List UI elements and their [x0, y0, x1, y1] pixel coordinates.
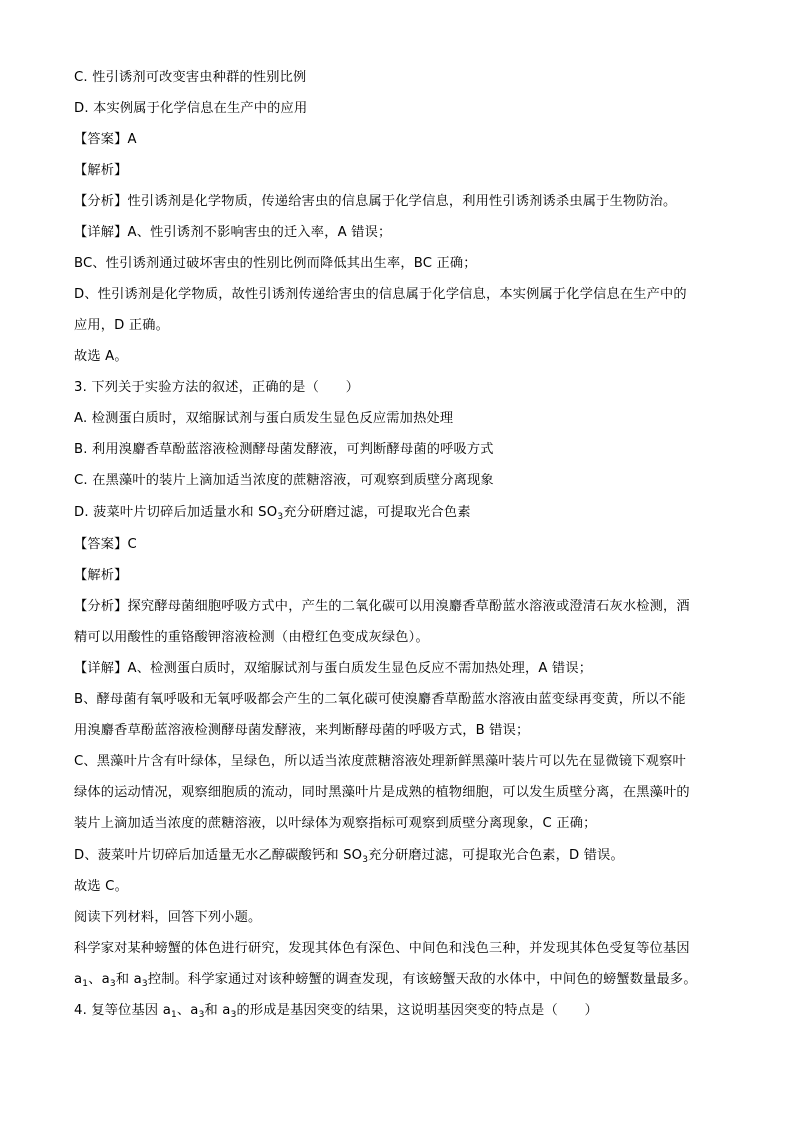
material-instruction: 阅读下列材料，回答下列小题。: [74, 910, 262, 925]
conclusion-text: 故选 C。: [74, 879, 128, 894]
analysis-text: 精可以用酸性的重铬酸钾溶液检测（由橙红色变成灰绿色）。: [74, 630, 429, 645]
conclusion-text: 故选 A。: [74, 349, 128, 364]
analysis-text: 【分析】性引诱剂是化学物质，传递给害虫的信息属于化学信息，利用性引诱剂诱杀虫属于生物防治。: [74, 194, 677, 209]
detail-text: 应用，D 正确。: [74, 318, 170, 333]
answer-label: 【答案】C: [74, 537, 137, 552]
detail-part: D、菠菜叶片切碎后加适量无水乙醇碳酸钙和 SO: [74, 848, 363, 863]
analysis-text: 【分析】探究酵母菌细胞呼吸方式中，产生的二氧化碳可以用溴麝香草酚蓝水溶液或澄清石灰水检测，酒: [74, 599, 690, 614]
question-4-stem: [74, 1001, 734, 1021]
detail-text: C、黑藻叶片含有叶绿体，呈绿色，所以适当浓度蔗糖溶液处理新鲜黑藻叶装片可以先在显微镜下观察叶: [74, 754, 686, 769]
subscript: 3: [198, 1010, 205, 1020]
text-part: 控制。科学家通过对该种螃蟹的调查发现，有该螃蟹天敌的水体中，中间色的螃蟹数量最多。: [147, 972, 697, 987]
option-d-part: 充分研磨过滤，可提取光合色素: [283, 505, 471, 520]
text-part: 的形成是基因突变的结果，这说明基因突变的特点是（ ）: [236, 1003, 598, 1018]
text-part: 和 a: [115, 972, 142, 987]
detail-text: B、酵母菌有氧呼吸和无氧呼吸都会产生的二氧化碳可使溴麝香草酚蓝水溶液由蓝变绿再变黄，所以不能: [74, 692, 686, 707]
subscript: 1: [82, 979, 89, 989]
subscript: 3: [230, 1010, 237, 1020]
detail-text: 用溴麝香草酚蓝溶液检测酵母菌发酵液，来判断酵母菌的呼吸方式，B 错误；: [74, 723, 530, 738]
material-text: 科学家对某种螃蟹的体色进行研究，发现其体色有深色、中间色和浅色三种，并发现其体色受复等位基因: [74, 941, 690, 956]
detail-text: 【详解】A、性引诱剂不影响害虫的迁入率，A 错误；: [74, 225, 392, 240]
text-part: 、a: [176, 1003, 199, 1018]
option-d-text: D. 本实例属于化学信息在生产中的应用: [74, 101, 308, 116]
detail-text: 【详解】A、检测蛋白质时，双缩脲试剂与蛋白质发生显色反应不需加热处理，A 错误；: [74, 661, 593, 676]
detail-text: D、性引诱剂是化学物质，故性引诱剂传递给害虫的信息属于化学信息，本实例属于化学信息在生产中的: [74, 287, 687, 302]
subscript: 3: [362, 855, 369, 865]
subscript: 1: [170, 1010, 177, 1020]
question-3-option-b: B. 利用溴麝香草酚蓝溶液检测酵母菌发酵液，可判断酵母菌的呼吸方式: [74, 442, 494, 457]
question-3-option-d: [74, 503, 734, 523]
text-part: a: [74, 972, 83, 987]
detail-text: 绿体的运动情况，观察细胞质的流动，同时黑藻叶片是成熟的植物细胞，可以发生质壁分离，在黑藻叶的: [74, 785, 690, 800]
analysis-heading: 【解析】: [74, 163, 128, 178]
analysis-heading: 【解析】: [74, 568, 128, 583]
answer-label: 【答案】A: [74, 132, 137, 147]
detail-text: [74, 846, 734, 866]
material-text: [74, 970, 734, 990]
detail-part: 充分研磨过滤，可提取光合色素，D 错误。: [368, 848, 624, 863]
question-3-option-a: A. 检测蛋白质时，双缩脲试剂与蛋白质发生显色反应需加热处理: [74, 411, 454, 426]
question-3-stem: 3. 下列关于实验方法的叙述，正确的是（ ）: [74, 380, 360, 395]
text-part: 4. 复等位基因 a: [74, 1003, 171, 1018]
text-part: 、a: [88, 972, 110, 987]
text-part: 和 a: [204, 1003, 231, 1018]
subscript: 3: [277, 512, 284, 522]
subscript: 3: [141, 979, 148, 989]
option-c-text: C. 性引诱剂可改变害虫种群的性别比例: [74, 70, 307, 85]
question-3-option-c: C. 在黑藻叶的装片上滴加适当浓度的蔗糖溶液，可观察到质壁分离现象: [74, 473, 494, 488]
option-d-part: D. 菠菜叶片切碎后加适量水和 SO: [74, 505, 278, 520]
subscript: 3: [109, 979, 116, 989]
detail-text: BC、性引诱剂通过破坏害虫的性别比例而降低其出生率，BC 正确；: [74, 256, 477, 271]
detail-text: 装片上滴加适当浓度的蔗糖溶液，以叶绿体为观察指标可观察到质壁分离现象，C 正确；: [74, 816, 597, 831]
